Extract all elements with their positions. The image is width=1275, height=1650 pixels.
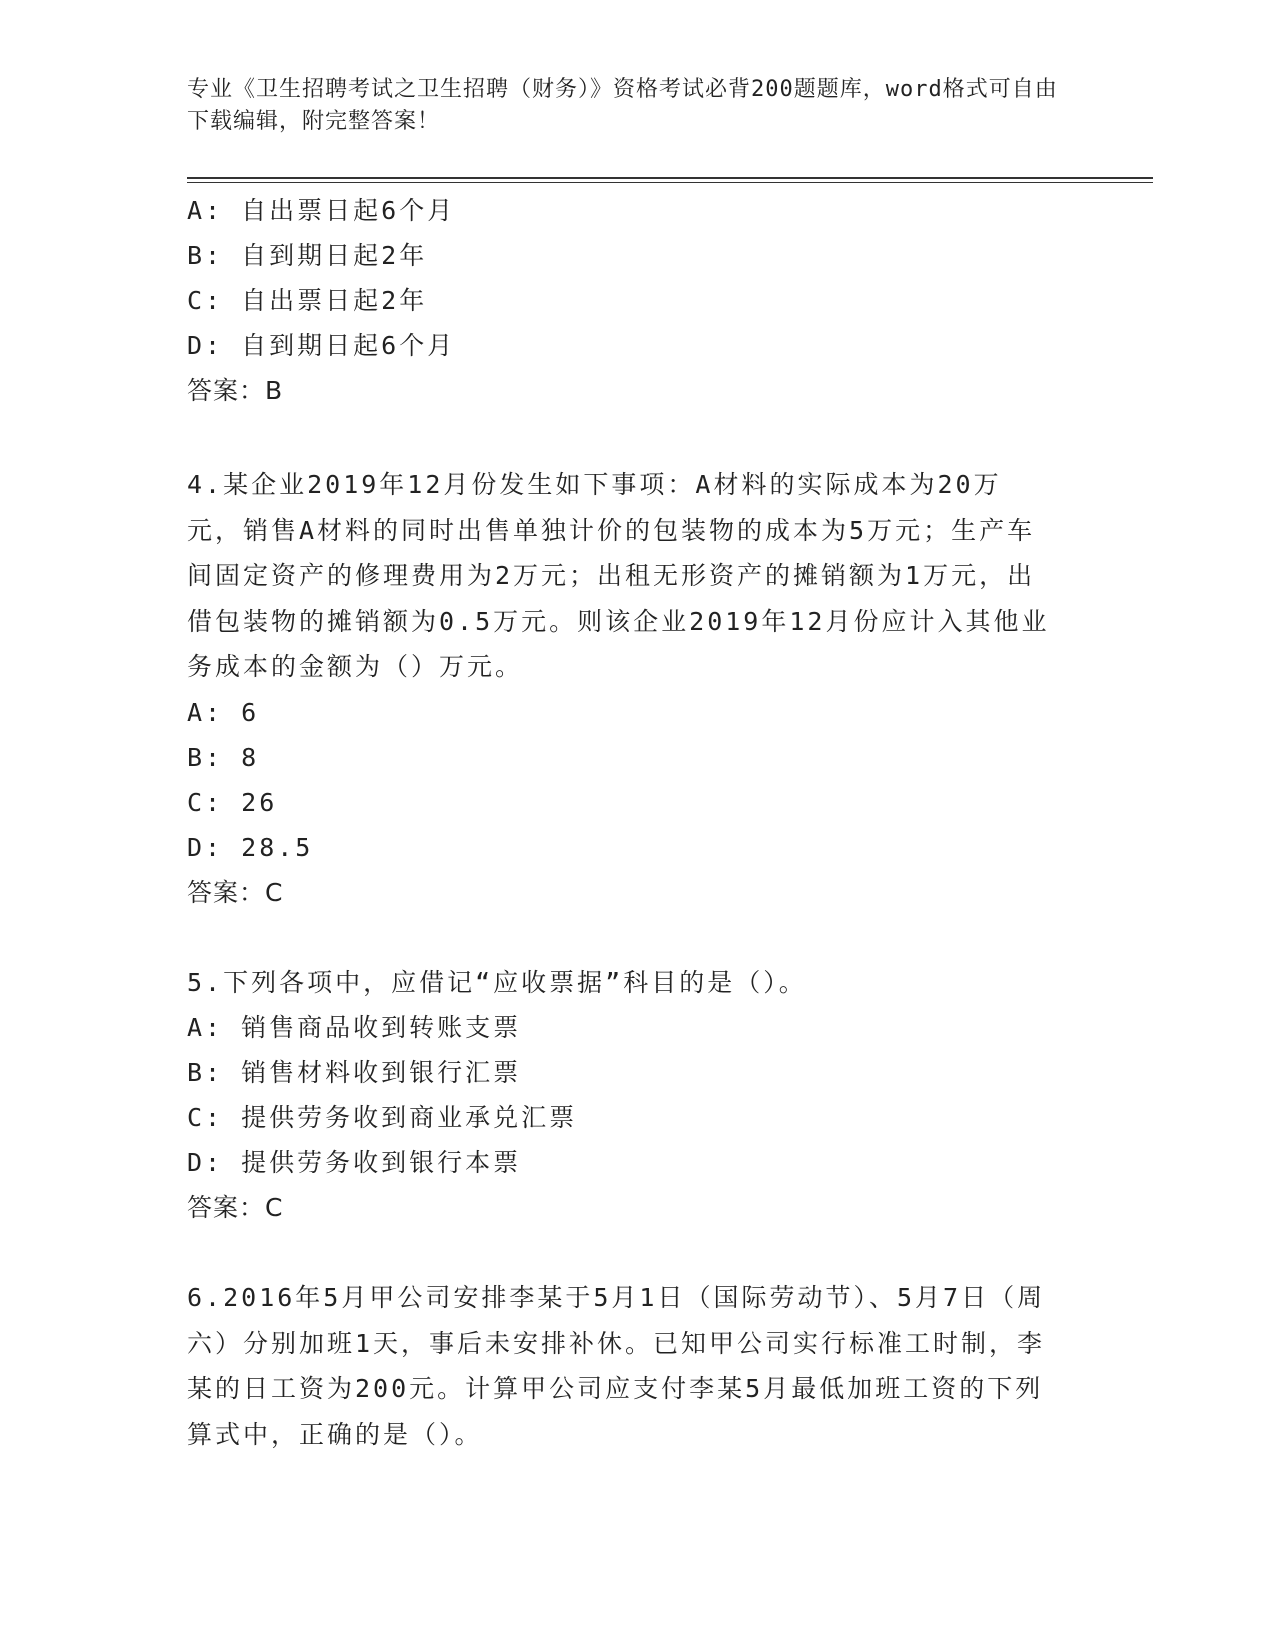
answer: 答案：C	[187, 1193, 284, 1222]
question-3	[187, 188, 1087, 413]
option-b: B: 8	[187, 742, 260, 772]
option-a: A: 销售商品收到转账支票	[187, 1013, 522, 1042]
question-5	[187, 960, 1087, 1231]
option-d: D: 28.5	[187, 832, 314, 862]
question-stem: 4.某企业2019年12月份发生如下事项：A材料的实际成本为20万元，销售A材料的同时出售单独计价的包装物的成本为5万元；生产车间固定资产的修理费用为2万元；出租无形资产的摊销额为1万元，出借包装物的摊销额为0.5万元。则该企业2019年12月份应计入其他业务成本的金额为（）万元。	[187, 470, 1050, 681]
question-6	[187, 1275, 1087, 1457]
answer: 答案：B	[187, 376, 284, 405]
question-stem: 5.下列各项中，应借记“应收票据”科目的是（）。	[187, 967, 807, 997]
header-rule-thin	[187, 182, 1153, 183]
question-4	[187, 462, 1087, 915]
option-b: B: 销售材料收到银行汇票	[187, 1058, 522, 1087]
option-d: D: 提供劳务收到银行本票	[187, 1148, 522, 1177]
document-header: 专业《卫生招聘考试之卫生招聘（财务）》资格考试必背200题题库，word格式可自由下载编辑，附完整答案！	[187, 77, 1058, 134]
header-rule-thick	[187, 177, 1153, 179]
question-stem: 6.2016年5月甲公司安排李某于5月1日（国际劳动节）、5月7日（周六）分别加班1天，事后未安排补休。已知甲公司实行标准工时制，李某的日工资为200元。计算甲公司应支付李某5月最低加班工资的下列算式中，正确的是（）。	[187, 1283, 1046, 1449]
option-c: C: 26	[187, 787, 278, 817]
option-a: A: 自出票日起6个月	[187, 196, 456, 225]
option-c: C: 提供劳务收到商业承兑汇票	[187, 1103, 578, 1132]
option-b: B: 自到期日起2年	[187, 241, 428, 270]
option-a: A: 6	[187, 697, 260, 727]
option-c: C: 自出票日起2年	[187, 286, 428, 315]
answer: 答案：C	[187, 877, 284, 907]
question-list	[187, 188, 1087, 1457]
option-d: D: 自到期日起6个月	[187, 331, 456, 360]
